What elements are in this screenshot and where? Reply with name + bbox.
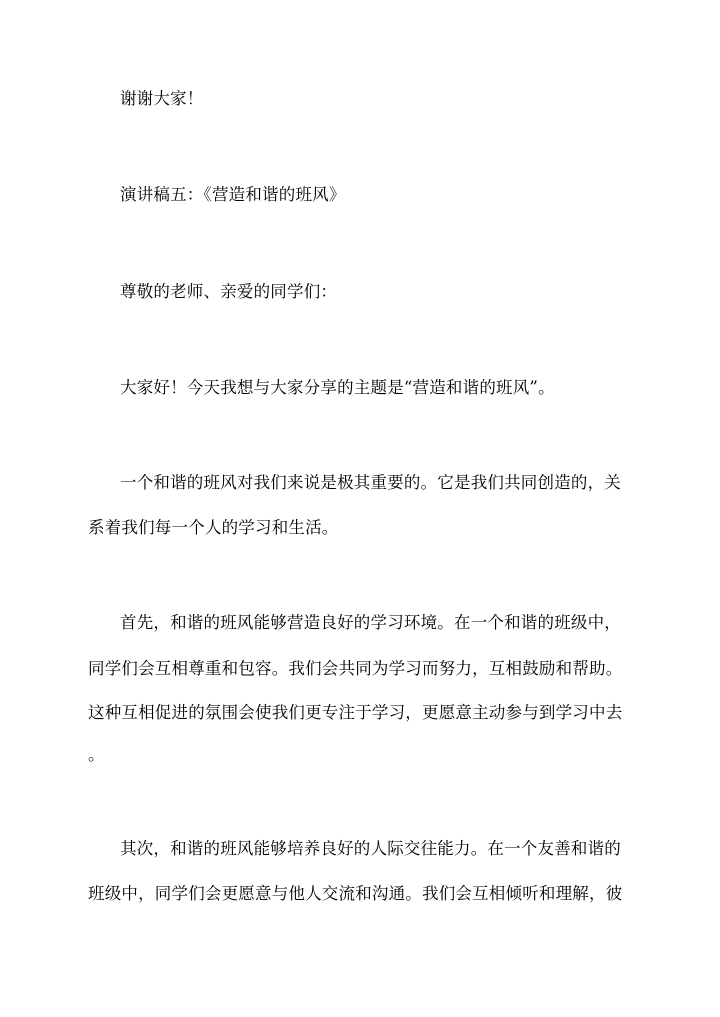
greeting-paragraph: 大家好！今天我想与大家分享的主题是“营造和谐的班风”。 xyxy=(120,378,555,397)
paragraph-line: 系着我们每一个人的学习和生活。 xyxy=(88,518,339,537)
paragraph-line: 同学们会互相尊重和包容。我们会共同为学习而努力，互相鼓励和帮助。 xyxy=(88,659,623,678)
paragraph-line: 。 xyxy=(88,745,105,764)
salutation: 尊敬的老师、亲爱的同学们： xyxy=(120,282,338,301)
paragraph-line: 班级中，同学们会更愿意与他人交流和沟通。我们会互相倾听和理解，彼 xyxy=(88,884,623,903)
speech-title: 演讲稿五：《营造和谐的班风》 xyxy=(120,185,346,204)
paragraph-line: 这种互相促进的氛围会使我们更专注于学习，更愿意主动参与到学习中去 xyxy=(88,703,623,722)
paragraph-line: 一个和谐的班风对我们来说是极其重要的。它是我们共同创造的，关 xyxy=(120,473,621,492)
paragraph-line: 首先，和谐的班风能够营造良好的学习环境。在一个和谐的班级中， xyxy=(120,613,621,632)
paragraph-line: 其次，和谐的班风能够培养良好的人际交往能力。在一个友善和谐的 xyxy=(120,839,621,858)
closing-line: 谢谢大家！ xyxy=(120,89,204,108)
